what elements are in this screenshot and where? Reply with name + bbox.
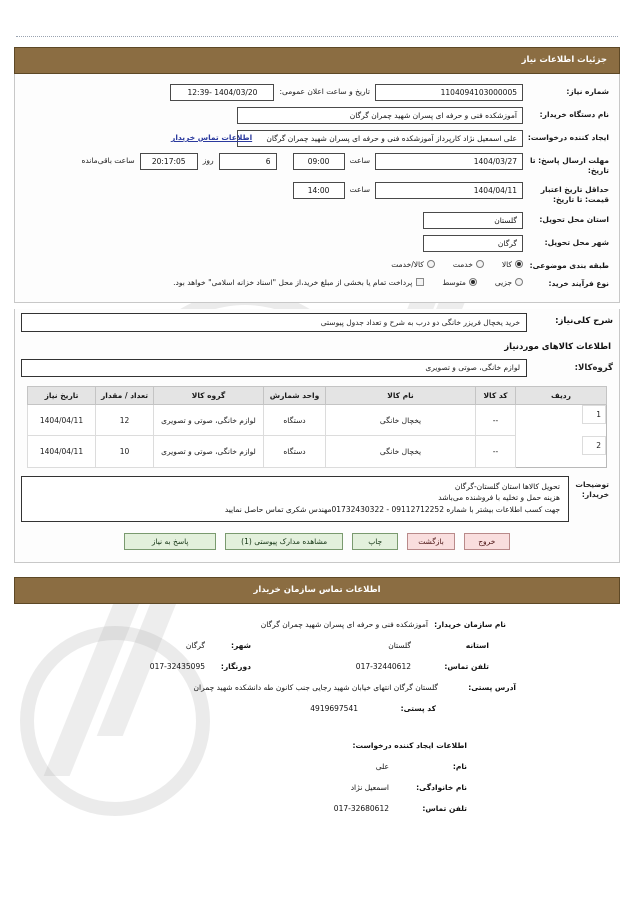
- exit-button[interactable]: خروج: [464, 533, 510, 550]
- cell-need-date: 1404/04/11: [28, 404, 96, 436]
- row-creator: [25, 130, 609, 147]
- buyer-notes-box: [21, 476, 569, 522]
- cell-count-unit: دستگاه: [264, 404, 326, 436]
- purchase-process-label: نوع فرآیند خرید:: [548, 278, 609, 288]
- contact-phone-value: 017-32440612: [355, 661, 411, 671]
- radio-button-motevaset[interactable]: [469, 278, 477, 286]
- contact-section-header: اطلاعات تماس سازمان خریدار: [14, 577, 620, 604]
- buyer-notes-line-1: تحویل کالاها استان گلستان-گرگان: [454, 481, 560, 491]
- validity-time-value: 14:00: [293, 182, 345, 199]
- row-creator-first-name: [167, 762, 467, 771]
- row-price-validity: [25, 182, 609, 205]
- buyer-notes-label: توضیحات خریدار:: [575, 479, 609, 500]
- deadline-hour-label: ساعت: [349, 156, 370, 165]
- row-purchase-process: [25, 276, 609, 289]
- validity-date-value: 1404/04/11: [375, 182, 523, 199]
- radio-process-jozii[interactable]: [495, 278, 523, 287]
- row-need-summary: [21, 313, 613, 332]
- col-goods-group: گروه کالا: [154, 386, 264, 404]
- radio-label-kala-khedmat: کالا/خدمت: [391, 259, 424, 269]
- cell-goods-name: یخچال خانگی: [326, 436, 476, 468]
- row-contact-phone: [20, 662, 614, 671]
- contact-address-label: آدرس پستی:: [468, 682, 516, 692]
- row-contact-org: [20, 620, 614, 629]
- col-goods-name: نام کالا: [326, 386, 476, 404]
- cell-need-date: 1404/04/11: [28, 436, 96, 468]
- row-buyer-org: [25, 107, 609, 124]
- cell-goods-group: لوازم خانگی، صوتی و تصویری: [154, 404, 264, 436]
- creator-last-name-label: نام خانوادگی:: [416, 782, 467, 792]
- page-root: [0, 36, 634, 831]
- public-announce-label: تاریخ و ساعت اعلان عمومی:: [279, 87, 370, 96]
- cell-goods-code: --: [476, 436, 516, 468]
- request-number-label: شماره نیاز:: [566, 87, 609, 96]
- validity-hour-label: ساعت: [349, 185, 370, 195]
- deadline-date-value: 1404/03/27: [375, 153, 523, 170]
- row-creator-phone: [167, 804, 467, 813]
- contact-org-label: نام سازمان خریدار:: [434, 619, 506, 629]
- delivery-province-label: استان محل تحویل:: [539, 214, 609, 224]
- contact-city-value: گرگان: [185, 640, 205, 650]
- top-dotted-divider: [16, 36, 618, 37]
- cell-goods-code: --: [476, 404, 516, 436]
- buyer-contact-link[interactable]: اطلاعات تماس خریدار: [171, 133, 253, 142]
- need-summary-value: خرید یخچال فریزر خانگی دو درب به شرح و تعداد جدول پیوستی: [21, 313, 527, 332]
- remaining-days-unit: روز: [202, 156, 214, 165]
- goods-group-label: گروه‌کالا:: [574, 362, 613, 373]
- radio-button-kala[interactable]: [515, 260, 523, 268]
- creator-label: ایجاد کننده درخواست:: [527, 133, 609, 142]
- creator-first-name-label: نام:: [452, 761, 467, 771]
- col-count-unit: واحد شمارش: [264, 386, 326, 404]
- contact-province-value: گلستان: [388, 640, 411, 650]
- creator-last-name-value: اسمعیل نژاد: [350, 782, 389, 792]
- contact-org-value: آموزشکده فنی و حرفه ای پسران شهید چمران گرگان: [260, 619, 428, 629]
- row-deadline: [25, 153, 609, 176]
- goods-section-title: اطلاعات کالاهای موردنیاز: [504, 341, 611, 352]
- goods-group-value: لوازم خانگی، صوتی و تصویری: [21, 359, 527, 377]
- goods-info-card: [14, 309, 620, 563]
- cell-goods-name: یخچال خانگی: [326, 404, 476, 436]
- view-attachments-button[interactable]: مشاهده مدارک پیوستی (1): [225, 533, 343, 550]
- remaining-time-value: 20:17:05: [140, 153, 198, 170]
- contact-postal-label: کد پستی:: [400, 703, 436, 713]
- creator-phone-value: 017-32680612: [333, 803, 389, 813]
- row-subject-category: [25, 258, 609, 271]
- contact-card: [14, 604, 620, 831]
- radio-category-khedmat[interactable]: [453, 260, 484, 269]
- cell-quantity: 12: [96, 404, 154, 436]
- cell-row-index: 1: [582, 405, 606, 424]
- remaining-days-value: 6: [219, 153, 277, 170]
- col-need-date: تاریخ نیاز: [28, 386, 96, 404]
- table-row: [28, 436, 607, 468]
- cell-count-unit: دستگاه: [264, 436, 326, 468]
- radio-label-motevaset: متوسط: [442, 277, 466, 287]
- table-row: [28, 404, 607, 436]
- radio-label-jozii: جزیی: [494, 277, 512, 287]
- cell-quantity: 10: [96, 436, 154, 468]
- row-creator-last-name: [167, 783, 467, 792]
- contact-city-label: شهر:: [231, 640, 251, 650]
- contact-province-label: استانه: [465, 640, 489, 650]
- contact-section: [14, 577, 620, 831]
- delivery-city-label: شهر محل تحویل:: [544, 237, 609, 247]
- buyer-org-label: نام دستگاه خریدار:: [539, 110, 609, 119]
- goods-table-header-row: [28, 386, 607, 404]
- creator-first-name-value: علی: [375, 761, 389, 771]
- radio-label-kala: کالا: [501, 259, 512, 269]
- radio-button-kala-khedmat[interactable]: [427, 260, 435, 268]
- delivery-city-value: گرگان: [423, 235, 523, 252]
- creator-value: علی اسمعیل نژاد کارپرداز آموزشکده فنی و حرفه ای پسران شهید چمران گرگان: [237, 130, 523, 147]
- buyer-notes-line-3: جهت کسب اطلاعات بیشتر با شماره 09112712252 - 01732430322مهندس شکری تماس حاصل نمایید: [224, 505, 560, 514]
- radio-category-kala[interactable]: [502, 260, 523, 269]
- radio-button-khedmat[interactable]: [476, 260, 484, 268]
- respond-to-need-button[interactable]: پاسخ به نیاز: [124, 533, 216, 550]
- radio-category-kala-khedmat[interactable]: [391, 260, 435, 269]
- request-number-value: 1104094103000005: [375, 84, 523, 101]
- public-announce-value: 1404/03/20 -12:39: [170, 84, 274, 101]
- row-buyer-notes: [21, 476, 613, 522]
- radio-process-motevaset[interactable]: [442, 278, 477, 287]
- row-contact-postal: [20, 704, 614, 713]
- back-button[interactable]: بازگشت: [407, 533, 455, 550]
- print-button[interactable]: چاپ: [352, 533, 398, 550]
- cell-goods-group: لوازم خانگی، صوتی و تصویری: [154, 436, 264, 468]
- radio-button-jozii[interactable]: [515, 278, 523, 286]
- contact-phone-label: تلفن تماس:: [444, 661, 489, 671]
- goods-table: [27, 386, 607, 468]
- creator-phone-label: تلفن تماس:: [422, 803, 467, 813]
- validity-label: حداقل تاریخ اعتبار قیمت: تا تاریخ:: [540, 185, 609, 205]
- remaining-time-label: ساعت باقی‌مانده: [81, 156, 135, 165]
- treasury-note-label: پرداخت تمام یا بخشی از مبلغ خرید،از محل "اسناد خزانه اسلامی" خواهد بود.: [173, 277, 413, 287]
- action-button-bar: [21, 533, 613, 550]
- deadline-label: مهلت ارسال پاسخ: تا تاریخ:: [529, 156, 609, 176]
- col-goods-code: کد کالا: [476, 386, 516, 404]
- cell-row-index: 2: [582, 436, 606, 455]
- treasury-checkbox[interactable]: [416, 278, 424, 286]
- contact-address-value: گلستان گرگان انتهای خیابان شهید رجایی جنب کانون طه دانشکده شهید چمران: [193, 682, 438, 692]
- row-request-number: [25, 84, 609, 101]
- need-details-card: [14, 74, 620, 303]
- col-quantity: تعداد / مقدار: [96, 386, 154, 404]
- deadline-time-value: 09:00: [293, 153, 345, 170]
- col-row-index: ردیف: [516, 386, 607, 404]
- contact-postal-value: 4919697541: [310, 703, 358, 713]
- row-contact-address: [20, 683, 614, 692]
- creator-field-wrap: [171, 130, 523, 147]
- creator-info-title: اطلاعات ایجاد کننده درخواست:: [352, 740, 467, 750]
- delivery-province-value: گلستان: [423, 212, 523, 229]
- contact-fax-value: 017-32435095: [149, 661, 205, 671]
- row-delivery-city: [25, 235, 609, 252]
- contact-fax-label: دورنگار:: [220, 661, 251, 671]
- need-summary-label: شرح کلی‌نیاز:: [555, 315, 613, 326]
- row-delivery-province: [25, 212, 609, 229]
- buyer-notes-line-2: هزینه حمل و تخلیه با فروشنده می‌باشد: [438, 493, 560, 503]
- need-details-header: جزئیات اطلاعات نیاز: [14, 47, 620, 74]
- row-contact-province: [20, 641, 614, 650]
- subject-category-label: طبقه بندی موضوعی:: [529, 260, 609, 270]
- row-goods-group: [21, 359, 613, 377]
- buyer-org-value: آموزشکده فنی و حرفه ای پسران شهید چمران گرگان: [237, 107, 523, 124]
- radio-label-khedmat: خدمت: [452, 259, 473, 269]
- creator-info-block: [20, 725, 614, 825]
